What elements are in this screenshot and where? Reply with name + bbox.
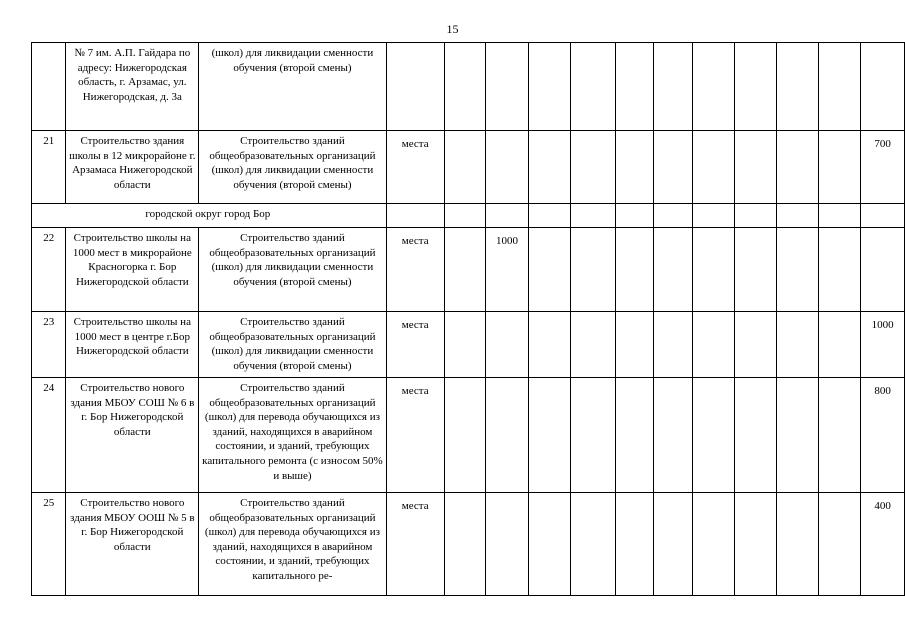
empty-cell [615, 131, 653, 204]
empty-cell [777, 378, 819, 493]
year-value-cell: 400 [861, 493, 905, 596]
empty-cell [654, 493, 693, 596]
empty-cell [571, 312, 616, 378]
empty-cell [444, 131, 485, 204]
empty-cell [529, 312, 571, 378]
year-value-cell [485, 378, 529, 493]
year-value-cell [485, 493, 529, 596]
object-cell: Строительство школы на 1000 мест в микрорайоне Красногорка г. Бор Нижегородской области [66, 228, 199, 312]
empty-cell [735, 378, 777, 493]
empty-cell [529, 131, 571, 204]
year-value-cell: 1000 [861, 312, 905, 378]
row-number: 25 [32, 493, 66, 596]
empty-cell [693, 131, 735, 204]
row-number: 24 [32, 378, 66, 493]
table-row [32, 378, 905, 493]
empty-cell [571, 131, 616, 204]
empty-cell [777, 312, 819, 378]
empty-cell [654, 228, 693, 312]
empty-cell [693, 493, 735, 596]
empty-cell [615, 312, 653, 378]
empty-cell [777, 228, 819, 312]
empty-cell [615, 378, 653, 493]
year-value-cell: 700 [861, 131, 905, 204]
empty-cell [735, 493, 777, 596]
object-cell: Строительство нового здания МБОУ СОШ № 6 в г. Бор Нижегородской области [66, 378, 199, 493]
empty-cell [571, 493, 616, 596]
empty-cell [819, 493, 861, 596]
purpose-cell: Строительство зданий общеобразовательных организаций (школ) для ликвидации сменности обучения (второй смены) [199, 312, 387, 378]
year-value-cell [485, 131, 529, 204]
empty-cell [735, 228, 777, 312]
year-value-cell [861, 228, 905, 312]
object-cell: № 7 им. А.П. Гайдара по адресу: Нижегородская область, г. Арзамас, ул. Нижегородская, д. 3а [66, 43, 199, 131]
row-number: 23 [32, 312, 66, 378]
empty-cell [819, 312, 861, 378]
row-number: 21 [32, 131, 66, 204]
object-cell: Строительство здания школы в 12 микрорайоне г. Арзамаса Нижегородской области [66, 131, 199, 204]
table-row-continued [32, 43, 905, 131]
unit-cell: места [386, 228, 444, 312]
empty-cell [444, 312, 485, 378]
object-cell: Строительство школы на 1000 мест в центре г.Бор Нижегородской области [66, 312, 199, 378]
empty-cell [654, 131, 693, 204]
empty-cell [654, 312, 693, 378]
purpose-cell: (школ) для ликвидации сменности обучения (второй смены) [199, 43, 387, 131]
table-row [32, 493, 905, 596]
empty-cell [693, 228, 735, 312]
row-number: 22 [32, 228, 66, 312]
objects-table [31, 42, 905, 596]
empty-cell [444, 228, 485, 312]
purpose-cell: Строительство зданий общеобразовательных организаций (школ) для перевода обучающихся из зданий, находящихся в аварийном состоянии, и зданий, требующих капитального ремонта (с износом 50% и выше) [199, 378, 387, 493]
empty-cell [615, 493, 653, 596]
empty-cell [693, 378, 735, 493]
empty-cell [615, 228, 653, 312]
empty-cell [819, 131, 861, 204]
purpose-cell: Строительство зданий общеобразовательных организаций (школ) для ликвидации сменности обучения (второй смены) [199, 228, 387, 312]
empty-cell [819, 378, 861, 493]
purpose-cell: Строительство зданий общеобразовательных организаций (школ) для перевода обучающихся из зданий, находящихся в аварийном состоянии, и зданий, требующих капитального ре- [199, 493, 387, 596]
table-row [32, 312, 905, 378]
year-value-cell [485, 312, 529, 378]
empty-cell [529, 493, 571, 596]
empty-cell [693, 312, 735, 378]
empty-cell [777, 493, 819, 596]
purpose-cell: Строительство зданий общеобразовательных организаций (школ) для ликвидации сменности обучения (второй смены) [199, 131, 387, 204]
unit-cell: места [386, 131, 444, 204]
empty-cell [819, 228, 861, 312]
empty-cell [444, 493, 485, 596]
unit-cell: места [386, 312, 444, 378]
section-row [32, 204, 905, 228]
empty-cell [777, 131, 819, 204]
page-number: 15 [446, 22, 459, 36]
empty-cell [571, 378, 616, 493]
unit-cell: места [386, 378, 444, 493]
table-row [32, 228, 905, 312]
empty-cell [735, 312, 777, 378]
unit-cell: места [386, 493, 444, 596]
table-row [32, 131, 905, 204]
empty-cell [571, 228, 616, 312]
empty-cell [444, 378, 485, 493]
year-value-cell: 800 [861, 378, 905, 493]
empty-cell [529, 228, 571, 312]
empty-cell [735, 131, 777, 204]
year-value-cell: 1000 [485, 228, 529, 312]
empty-cell [654, 378, 693, 493]
empty-cell [529, 378, 571, 493]
section-title: городской округ город Бор [32, 204, 387, 228]
object-cell: Строительство нового здания МБОУ ООШ № 5 в г. Бор Нижегородской области [66, 493, 199, 596]
